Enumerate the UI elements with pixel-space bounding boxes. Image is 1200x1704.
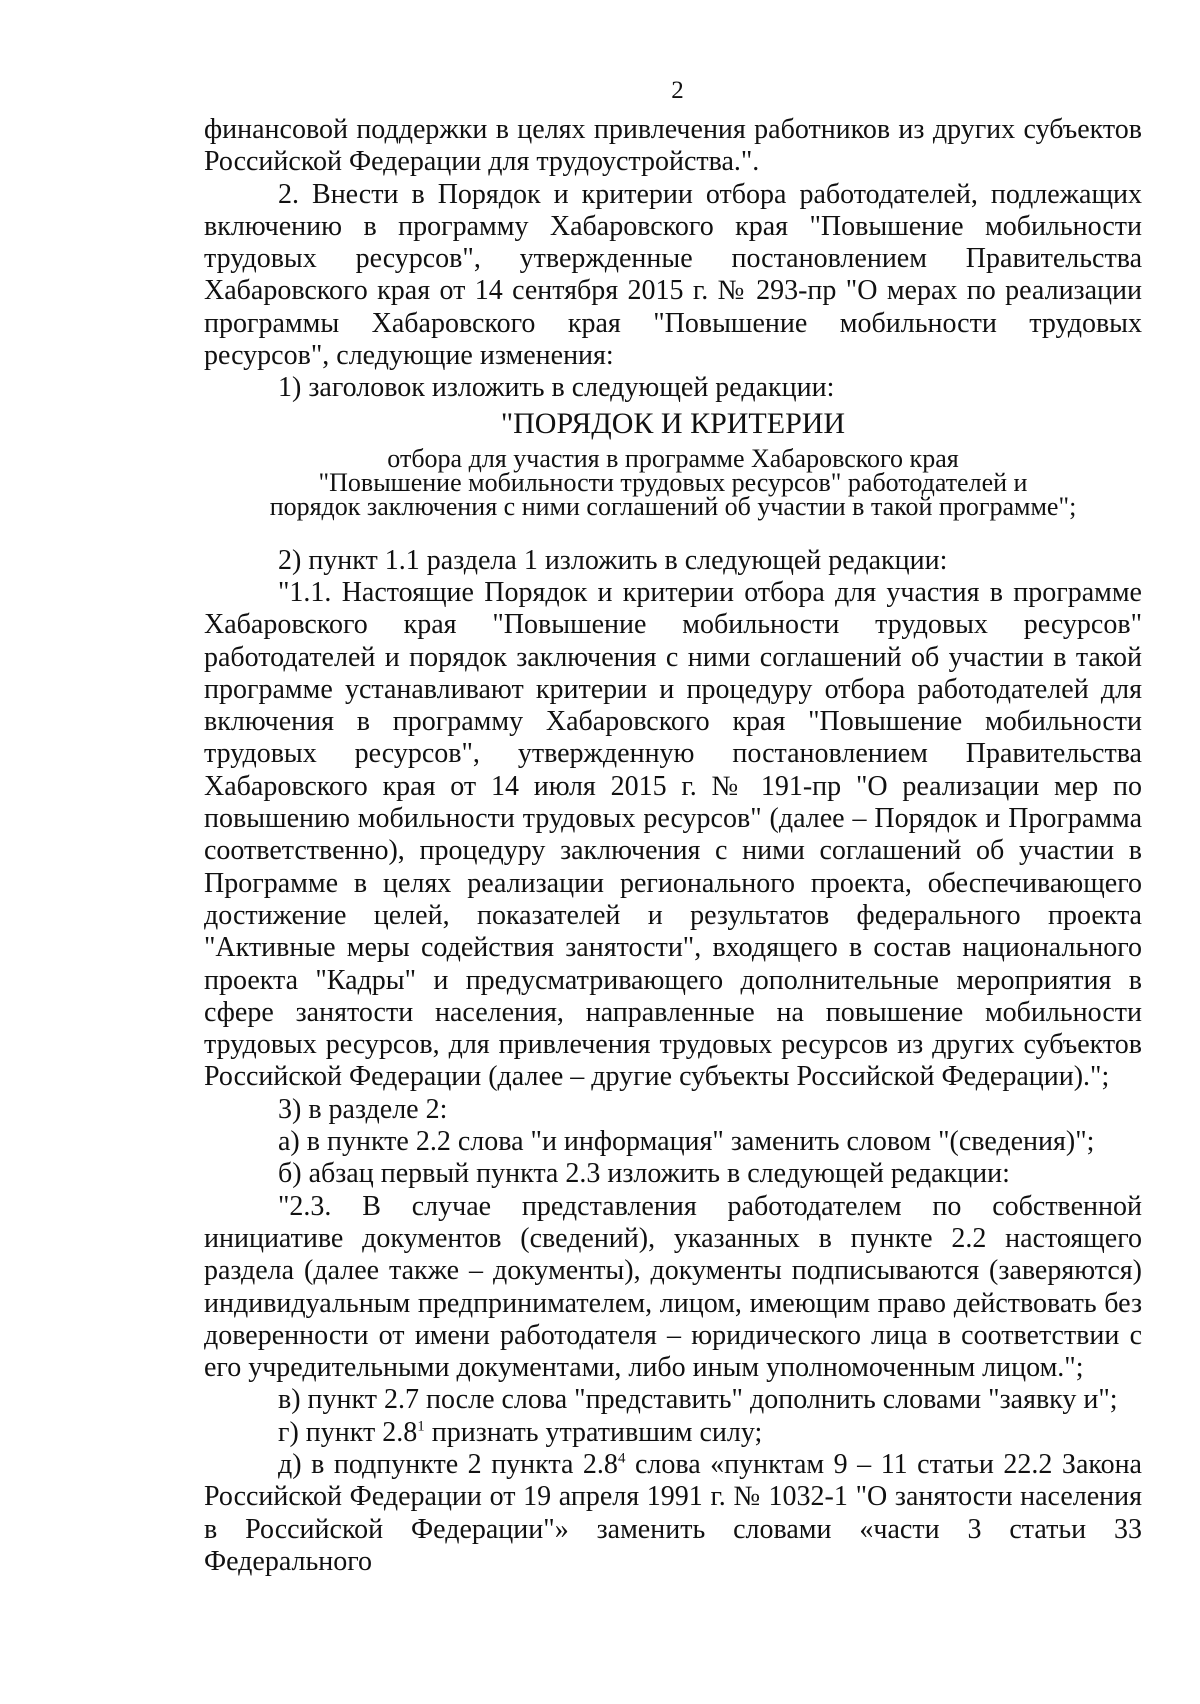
- paragraph: "1.1. Настоящие Порядок и критерии отбора для участия в программе Хабаровского края "Повышение мобильности трудовых ресурсов" работодателей и порядок заключения с ними соглашений об участии в такой программе устанавливают критерии и процедуру отбора работодателей для включения в программу Хабаровского края "Повышение мобильности трудовых ресурсов", утвержденную постановлением Правительства Хабаровского края от 14 июля 2015 г. № 191-пр "О реализации мер по повышению мобильности трудовых ресурсов" (далее – Порядок и Программа соответственно), процедуру заключения с ними соглашений об участии в Программе в целях реализации регионального проекта, обеспечивающего достижение целей, показателей и результатов федерального проекта "Активные меры содействия занятости", входящего в состав национального проекта "Кадры" и предусматривающего дополнительные мероприятия в сфере занятости населения, направленные на повышение мобильности трудовых ресурсов, для привлечения трудовых ресурсов из других субъектов Российской Федерации (далее – другие субъекты Российской Федерации).";: [204, 576, 1142, 1093]
- section-subtitle: "Повышение мобильности трудовых ресурсов" работодателей и: [318, 467, 1028, 497]
- paragraph: [204, 1417, 1142, 1449]
- paragraph-text: г) пункт 2.8: [278, 1416, 418, 1448]
- section-subtitle: порядок заключения с ними соглашений об участии в такой программе";: [269, 491, 1077, 521]
- superscript: 4: [617, 1450, 626, 1467]
- paragraph: [204, 1449, 1142, 1578]
- paragraph: финансовой поддержки в целях привлечения работников из других субъектов Российской Федерации для трудоустройства.".: [204, 114, 1142, 178]
- section-title: "ПОРЯДОК И КРИТЕРИИ: [500, 406, 846, 440]
- spacer: [204, 519, 1142, 545]
- section-subtitle: отбора для участия в программе Хабаровского края: [387, 443, 959, 473]
- superscript: 1: [417, 1418, 425, 1435]
- document-body: [204, 114, 1142, 1578]
- paragraph-text: д) в подпункте 2 пункта 2.8: [278, 1448, 618, 1480]
- paragraph: 2. Внести в Порядок и критерии отбора работодателей, подлежащих включению в программу Хабаровского края "Повышение мобильности трудовых ресурсов", утвержденные постановлением Правительства Хабаровского края от 14 сентября 2015 г. № 293-пр "О мерах по реализации программы Хабаровского края "Повышение мобильности трудовых ресурсов", следующие изменения:: [204, 178, 1142, 372]
- paragraph: 1) заголовок изложить в следующей редакции:: [278, 372, 835, 404]
- paragraph: в) пункт 2.7 после слова "представить" дополнить словами "заявку и";: [278, 1384, 1118, 1416]
- page-number: 2: [671, 77, 684, 104]
- paragraph: 2) пункт 1.1 раздела 1 изложить в следующей редакции:: [278, 544, 948, 576]
- paragraph-text: признать утратившим силу;: [424, 1416, 763, 1448]
- paragraph: а) в пункте 2.2 слова "и информация" заменить словом "(сведения)";: [278, 1126, 1095, 1158]
- paragraph: "2.3. В случае представления работодателем по собственной инициативе документов (сведений), указанных в пункте 2.2 настоящего раздела (далее также – документы), документы подписываются (заверяются) индивидуальным предпринимателем, лицом, имеющим право действовать без доверенности от имени работодателя – юридического лица в соответствии с его учредительными документами, либо иным уполномоченным лицом.";: [204, 1190, 1142, 1384]
- paragraph: б) абзац первый пункта 2.3 изложить в следующей редакции:: [278, 1158, 1010, 1190]
- paragraph: 3) в разделе 2:: [278, 1093, 448, 1125]
- paragraph-text: слова «пунктам 9 – 11 статьи 22.2 Закона Российской Федерации от 19 апреля 1991 г. № 1032-1 "О занятости населения в Российской Федерации"» заменить словами «части 3 статьи 33 Федерального: [204, 1448, 1142, 1577]
